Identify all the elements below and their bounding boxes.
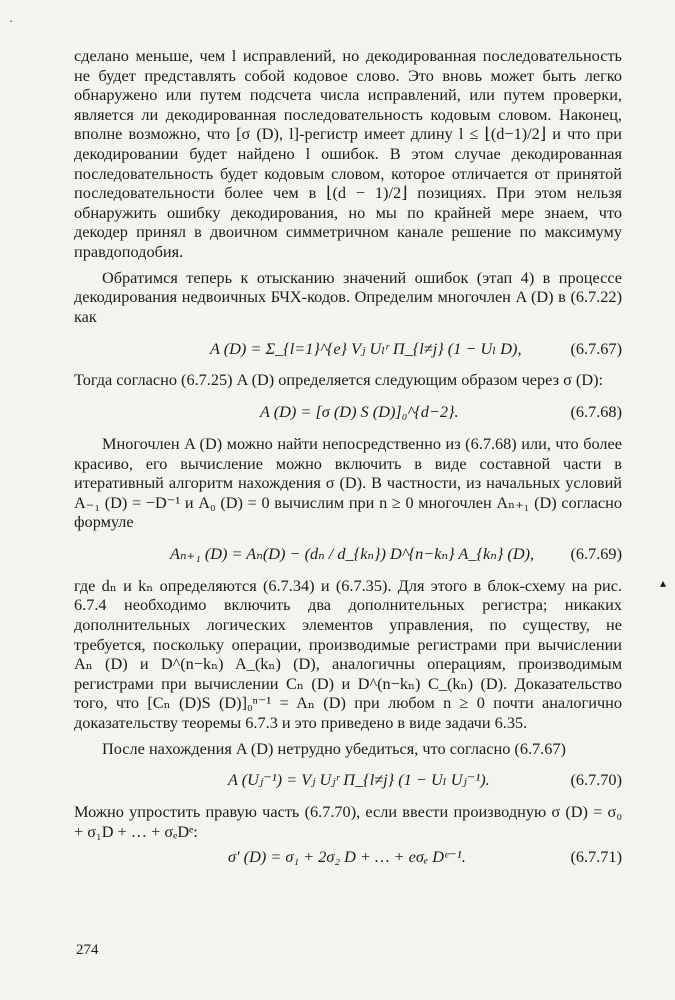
paragraph-7: Можно упростить правую часть (6.7.70), если ввести производную σ (D) = σ₀ + σ₁D + … + σₑDᵉ: [74, 802, 622, 841]
equation-6-7-68 [74, 390, 622, 434]
paragraph-1: сделано меньше, чем l исправлений, но декодированная последовательность не будет представлять собой кодовое слово. Это вновь может быть легко обнаружено или путем подсчета числа исправлений, или путем проверки, является ли декодированная последовательность кодовым словом. Наконец, вполне возможно, что [σ (D), l]-регистр имеет длину l ≤ ⌊(d−1)/2⌋ и что при декодировании будет найдено l ошибок. В этом случае декодированная последовательность будет кодовым словом, которое отличается от принятой последовательности более чем в ⌊(d − 1)/2⌋ позициях. При этом нельзя обнаружить ошибку декодирования, но мы по крайней мере знаем, что декодер принял в двоичном симметричном канале решение по максимуму правдоподобия. [74, 46, 622, 261]
equation-formula: A (D) = Σ_{l=1}^{e} Vⱼ Uₗʳ Π_{l≠j} (1 − Uₗ D), [210, 338, 522, 358]
margin-mark: ▴ [660, 576, 667, 590]
equation-6-7-69 [74, 532, 622, 576]
equation-number: (6.7.67) [570, 338, 622, 358]
paragraph-2: Обратимся теперь к отысканию значений ошибок (этап 4) в процессе декодирования недвоичных БЧХ-кодов. Определим многочлен A (D) в (6.7.22) как [74, 267, 622, 326]
equation-formula: A (D) = [σ (D) S (D)]₀^{d−2}. [260, 402, 459, 422]
equation-formula: Aₙ₊₁ (D) = Aₙ(D) − (dₙ / d_{kₙ}) D^{n−kₙ} A_{kₙ} (D), [170, 544, 535, 564]
paragraph-4: Многочлен A (D) можно найти непосредственно из (6.7.68) или, что более красиво, его вычисление можно включить в виде составной части в итеративный алгоритм нахождения σ (D). В частности, из начальных условий A₋₁ (D) = −D⁻¹ и A₀ (D) = 0 вычислим при n ≥ 0 многочлен Aₙ₊₁ (D) согласно формуле [74, 433, 622, 532]
paragraph-6: После нахождения A (D) нетрудно убедиться, что согласно (6.7.67) [102, 738, 566, 758]
equation-number: (6.7.68) [570, 402, 622, 422]
equation-6-7-70 [74, 758, 622, 802]
equation-number: (6.7.71) [570, 846, 622, 866]
equation-formula: A (Uⱼ⁻¹) = Vⱼ Uⱼʳ Π_{l≠j} (1 − Uₗ Uⱼ⁻¹). [228, 770, 490, 790]
page-number: 274 [76, 942, 99, 958]
corner-mark: · [9, 14, 13, 28]
paragraph-5: где dₙ и kₙ определяются (6.7.34) и (6.7.35). Для этого в блок-схему на рис. 6.7.4 необходимо включить два дополнительных регистра; никаких дополнительных логических элементов управления, по существу, не требуется, поскольку операции, производимые регистрами при вычислении Aₙ (D) и D^(n−kₙ) A_(kₙ) (D), аналогичны операциям, производимым регистрами при вычислении Cₙ (D) и D^(n−kₙ) C_(kₙ) (D). Доказательство того, что [Cₙ (D)S (D)]₀ⁿ⁻¹ = Aₙ (D) при любом n ≥ 0 почти аналогично доказательству теоремы 6.7.3 и это приведено в виде задачи 6.35. [74, 575, 622, 733]
equation-6-7-67 [74, 326, 622, 370]
equation-6-7-71 [74, 841, 622, 871]
page-body [74, 46, 622, 871]
equation-number: (6.7.69) [570, 544, 622, 564]
equation-number: (6.7.70) [570, 770, 622, 790]
equation-formula: σ′ (D) = σ₁ + 2σ₂ D + … + eσₑ Dᵉ⁻¹. [228, 846, 466, 866]
paragraph-3: Тогда согласно (6.7.25) A (D) определяется следующим образом через σ (D): [74, 370, 604, 390]
